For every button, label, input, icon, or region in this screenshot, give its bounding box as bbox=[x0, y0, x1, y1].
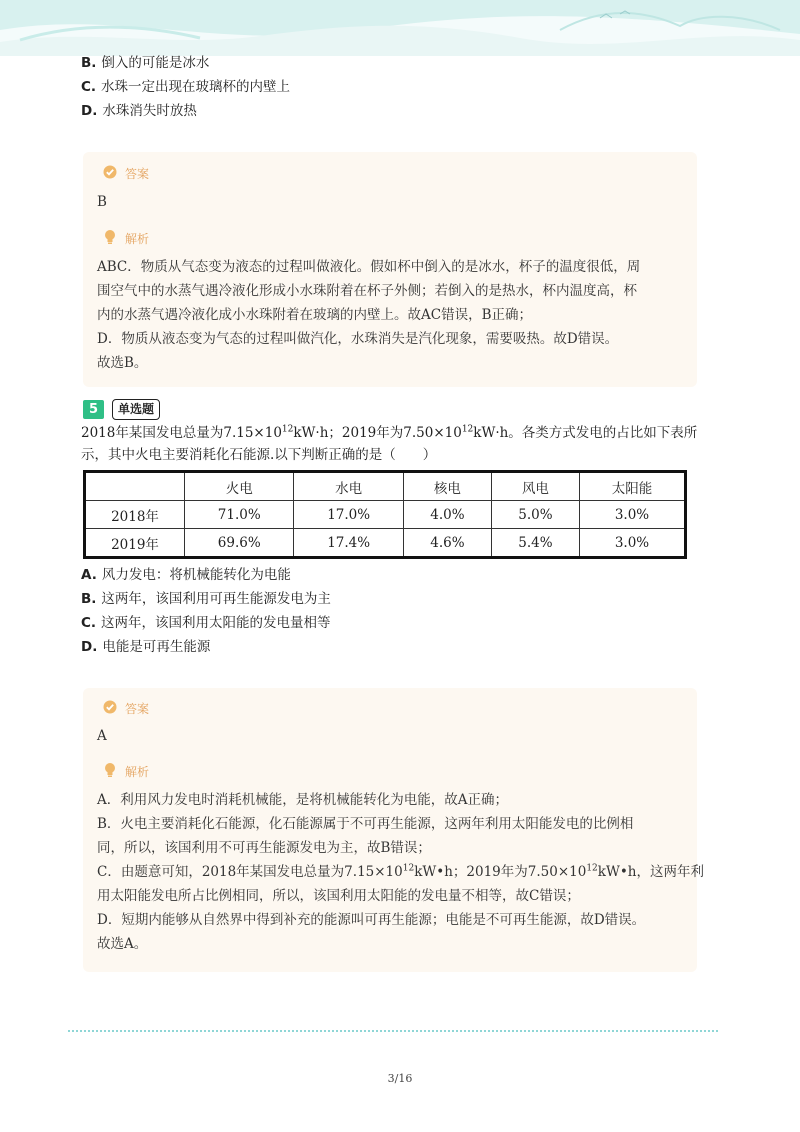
table-cell: 3.0% bbox=[579, 529, 685, 558]
question-type-badge: 单选题 bbox=[112, 399, 160, 420]
analysis-line: D．物质从液态变为气态的过程叫做汽化，水珠消失是汽化现象，需要吸热。故D错误。 bbox=[97, 331, 619, 347]
table-cell: 17.0% bbox=[294, 501, 403, 529]
answer-tag: 答案 bbox=[103, 700, 149, 717]
question-stem-line2: 示，其中火电主要消耗化石能源.以下判断正确的是（ ） bbox=[81, 447, 437, 463]
check-circle-icon bbox=[103, 165, 117, 182]
power-generation-table bbox=[83, 470, 687, 559]
analysis-line: D．短期内能够从自然界中得到补充的能源叫可再生能源；电能是不可再生能源，故D错误。 bbox=[97, 912, 646, 928]
analysis-line: 故选B。 bbox=[97, 355, 148, 371]
table-cell: 2019年 bbox=[85, 529, 185, 558]
table-row bbox=[85, 529, 686, 558]
analysis-line: 同，所以，该国利用不可再生能源发电为主，故B错误； bbox=[97, 840, 431, 856]
option-c: C. 水珠一定出现在玻璃杯的内壁上 bbox=[81, 79, 291, 95]
option-d: D. 水珠消失时放热 bbox=[81, 103, 197, 119]
table-cell: 71.0% bbox=[185, 501, 294, 529]
check-circle-icon bbox=[103, 700, 117, 717]
analysis-tag: 解析 bbox=[103, 762, 149, 781]
lightbulb-icon bbox=[103, 229, 117, 248]
table-cell: 2018年 bbox=[85, 501, 185, 529]
table-header-cell: 风电 bbox=[491, 472, 579, 501]
option-d: D. 电能是可再生能源 bbox=[81, 639, 211, 655]
answer-value: B bbox=[97, 194, 107, 210]
table-header-cell: 水电 bbox=[294, 472, 403, 501]
table-header-cell: 核电 bbox=[403, 472, 491, 501]
option-b: B. 倒入的可能是冰水 bbox=[81, 55, 210, 71]
question-number: 5 bbox=[83, 400, 104, 419]
analysis-line: 围空气中的水蒸气遇冷液化形成小水珠附着在杯子外侧；若倒入的是热水，杯内温度高，杯 bbox=[97, 283, 637, 299]
table-header-cell: 火电 bbox=[185, 472, 294, 501]
table-header-cell: 太阳能 bbox=[579, 472, 685, 501]
analysis-line: C．由题意可知，2018年某国发电总量为$7.15\times 10^{12}kW•h$；2019年为$7.50\times 10^{12}kW•h$，这两年利 bbox=[97, 863, 704, 880]
table-cell: 5.4% bbox=[491, 529, 579, 558]
table-cell: 69.6% bbox=[185, 529, 294, 558]
table-cell: 17.4% bbox=[294, 529, 403, 558]
answer-box bbox=[83, 688, 704, 972]
analysis-line: 故选A。 bbox=[97, 936, 148, 952]
analysis-tag: 解析 bbox=[103, 229, 149, 248]
analysis-line: 内的水蒸气遇冷液化成小水珠附着在玻璃的内壁上。故AC错误，B正确； bbox=[97, 307, 532, 323]
header-decoration bbox=[0, 0, 800, 56]
lightbulb-icon bbox=[103, 762, 117, 781]
footer-divider bbox=[68, 1030, 718, 1032]
question-stem: 2018年某国发电总量为$7.15\times 10^{12}kW\cdot h$；2019年为$7.50\times 10^{12}kW\cdot h$。各类方式发电的占比如下表所 bbox=[81, 424, 698, 441]
table-cell: 4.0% bbox=[403, 501, 491, 529]
table-header-cell bbox=[85, 472, 185, 501]
table-cell: 3.0% bbox=[579, 501, 685, 529]
table-header-row bbox=[85, 472, 686, 501]
table-cell: 5.0% bbox=[491, 501, 579, 529]
page-number: 3/16 bbox=[387, 1072, 413, 1085]
option-a: A. 风力发电：将机械能转化为电能 bbox=[81, 567, 291, 583]
answer-tag: 答案 bbox=[103, 165, 149, 182]
analysis-line: ABC．物质从气态变为液态的过程叫做液化。假如杯中倒入的是冰水，杯子的温度很低，周 bbox=[97, 259, 641, 275]
option-c: C. 这两年，该国利用太阳能的发电量相等 bbox=[81, 615, 331, 631]
answer-value: A bbox=[97, 728, 107, 744]
analysis-line: B．火电主要消耗化石能源，化石能源属于不可再生能源，这两年利用太阳能发电的比例相 bbox=[97, 816, 634, 832]
analysis-line: A．利用风力发电时消耗机械能，是将机械能转化为电能，故A正确； bbox=[97, 792, 508, 808]
table-row bbox=[85, 501, 686, 529]
table-cell: 4.6% bbox=[403, 529, 491, 558]
option-b: B. 这两年，该国利用可再生能源发电为主 bbox=[81, 591, 331, 607]
answer-box bbox=[83, 152, 697, 387]
analysis-line: 用太阳能发电所占比例相同，所以，该国利用太阳能的发电量不相等，故C错误； bbox=[97, 888, 580, 904]
